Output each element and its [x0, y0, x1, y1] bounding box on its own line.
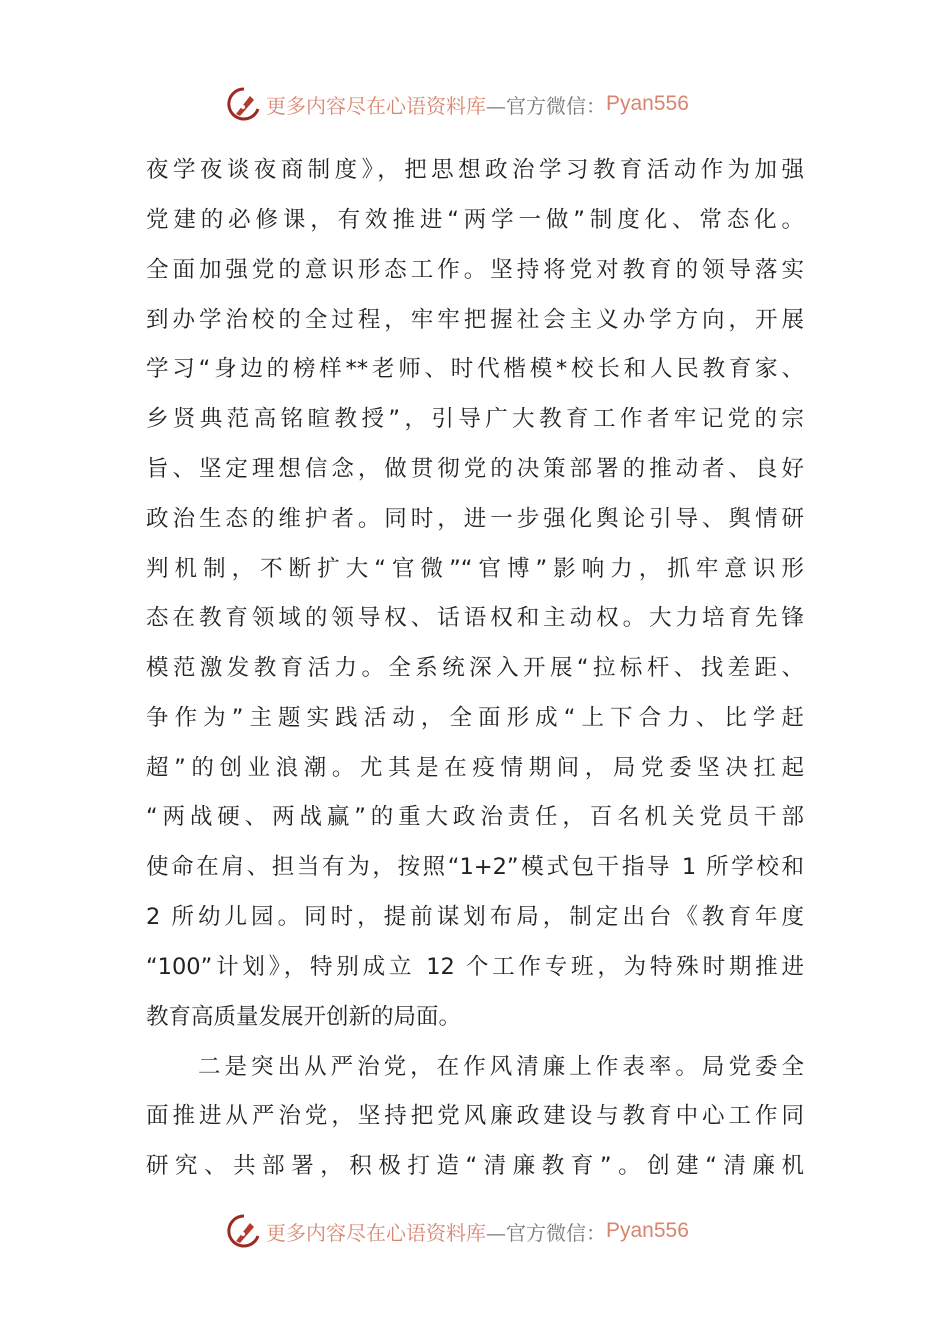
text-line: “两战硬、两战赢”的重大政治责任，百名机关党员干部: [146, 804, 804, 830]
text-line: 2 所幼儿园。同时，提前谋划布局，制定出台《教育年度: [146, 904, 804, 930]
watermark-wechat-id: Pyan556: [606, 1219, 689, 1242]
text-line: 判机制，不断扩大“官微”“官博”影响力，抓牢意识形: [146, 556, 804, 582]
text-line: 学习“身边的榜样**老师、时代楷模*校长和人民教育家、: [146, 356, 804, 382]
text-line: 旨、坚定理想信念，做贯彻党的决策部署的推动者、良好: [146, 456, 804, 482]
text-line: 教育高质量发展开创新的局面。: [146, 1004, 462, 1030]
text-line: 使命在肩、担当有为，按照“1+2”模式包干指导 1 所学校和: [146, 854, 804, 880]
header-watermark: [226, 84, 689, 124]
text-line: 党建的必修课，有效推进“两学一做”制度化、常态化。: [146, 207, 804, 233]
text-line: 政治生态的维护者。同时，进一步强化舆论引导、舆情研: [146, 506, 804, 532]
watermark-wechat-id: Pyan556: [606, 92, 689, 115]
pen-logo-icon: [226, 86, 262, 122]
paragraph-start-line: 二是突出从严治党，在作风清廉上作表率。局党委全: [198, 1054, 804, 1080]
text-line: 到办学治校的全过程，牢牢把握社会主义办学方向，开展: [146, 307, 804, 333]
watermark-site-text: 更多内容尽在心语资料库: [266, 1220, 486, 1245]
text-line: 模范激发教育活力。全系统深入开展“拉标杆、找差距、: [146, 655, 804, 681]
text-line: 全面加强党的意识形态工作。坚持将党对教育的领导落实: [146, 257, 804, 283]
footer-watermark: [226, 1211, 689, 1251]
text-line: 超”的创业浪潮。尤其是在疫情期间，局党委坚决扛起: [146, 755, 804, 781]
text-line: 面推进从严治党，坚持把党风廉政建设与教育中心工作同: [146, 1103, 804, 1129]
watermark-site-text: 更多内容尽在心语资料库: [266, 93, 486, 118]
text-line: 争作为”主题实践活动，全面形成“上下合力、比学赶: [146, 705, 804, 731]
pen-logo-icon: [226, 1213, 262, 1249]
text-line: 夜学夜谈夜商制度》，把思想政治学习教育活动作为加强: [146, 157, 804, 183]
text-line: 态在教育领域的领导权、话语权和主动权。大力培育先锋: [146, 605, 804, 631]
text-line: 研究、共部署，积极打造“清廉教育”。创建“清廉机: [146, 1153, 804, 1179]
text-line: 乡贤典范高铭暄教授”，引导广大教育工作者牢记党的宗: [146, 406, 804, 432]
text-line: “100”计划》，特别成立 12 个工作专班，为特殊时期推进: [146, 954, 804, 980]
watermark-separator: —官方微信：: [486, 1220, 606, 1245]
watermark-separator: —官方微信：: [486, 93, 606, 118]
